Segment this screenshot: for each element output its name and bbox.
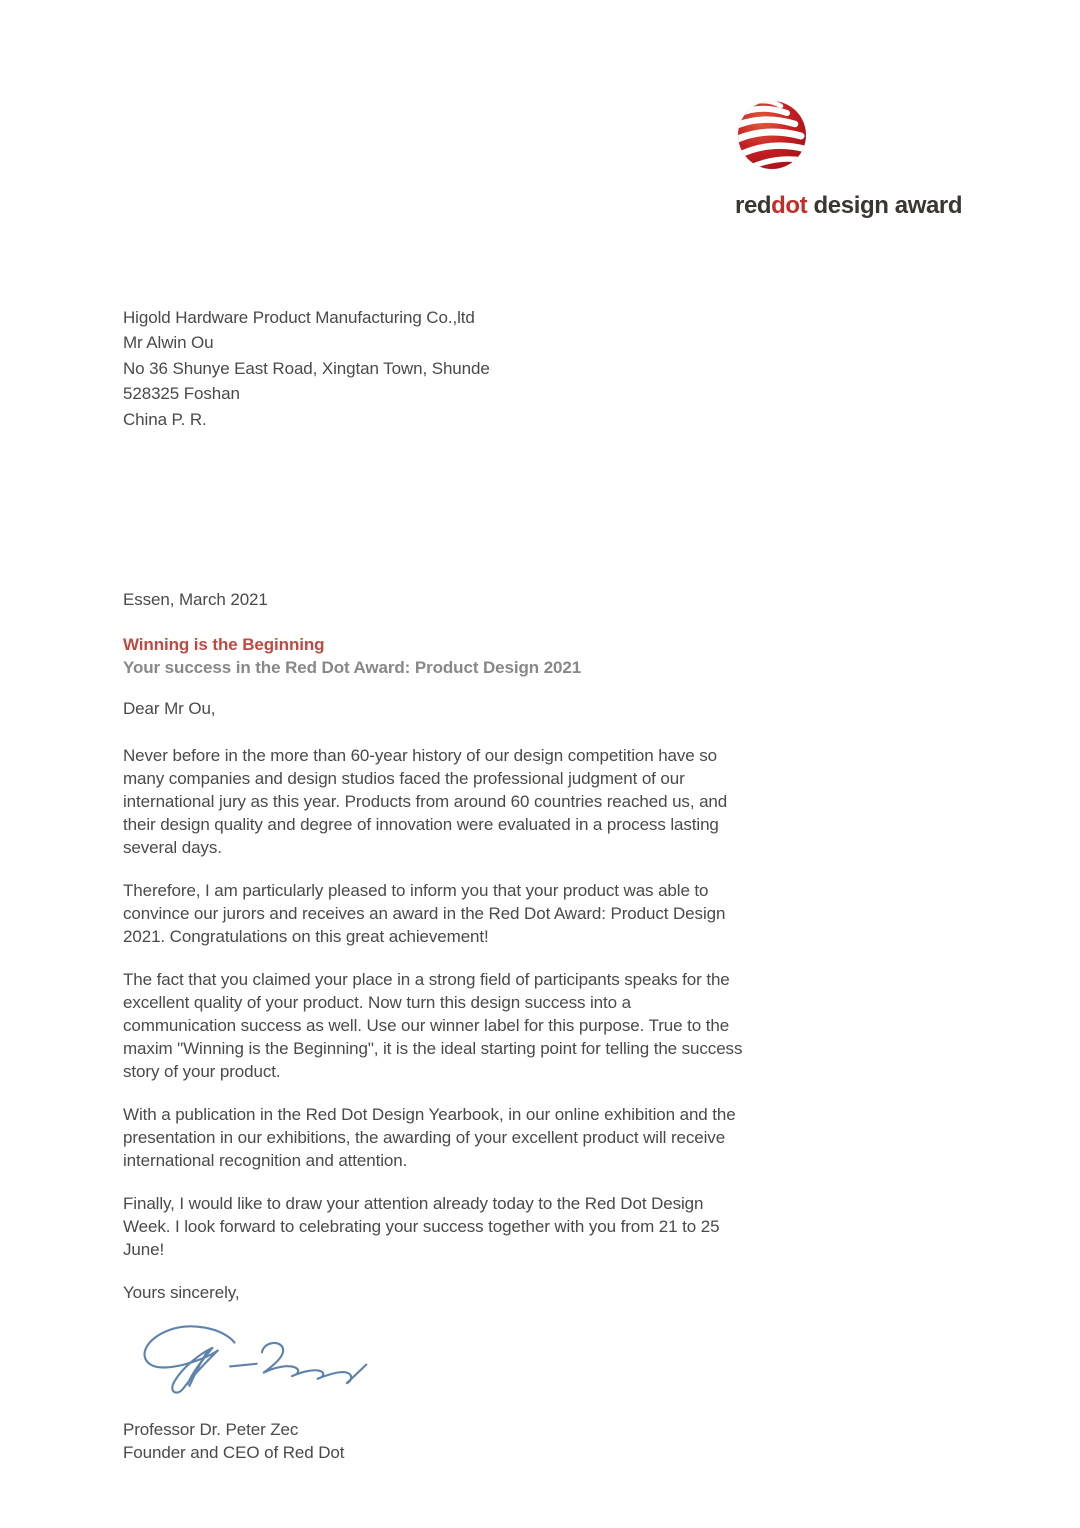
address-line-name: Mr Alwin Ou bbox=[123, 333, 214, 353]
paragraph-3: The fact that you claimed your place in a strong field of participants speaks for the excellent quality of your product. Now turn this design success into a communication success as well. Use our winner label for this purpose. True to the maxim "Winning is the Beginning", it is the ideal starting point for telling the success story of your product. bbox=[123, 970, 743, 1081]
recipient-address bbox=[123, 305, 490, 432]
signer-name: Professor Dr. Peter Zec bbox=[123, 1420, 299, 1439]
subject-subtitle: Your success in the Red Dot Award: Product Design 2021 bbox=[123, 658, 582, 677]
paragraph-1: Never before in the more than 60-year history of our design competition have so many companies and design studios faced the professional judgment of our international jury as this year. Products from around 60 countries reached us, and their design quality and degree of innovation were evaluated in a process lasting several days. bbox=[123, 746, 728, 857]
wordmark-design-award: design award bbox=[807, 192, 963, 219]
closing: Yours sincerely, bbox=[123, 1283, 240, 1302]
reddot-logo bbox=[735, 100, 965, 220]
address-line-company: Higold Hardware Product Manufacturing Co.,ltd bbox=[123, 308, 475, 327]
signature-wrap bbox=[123, 1316, 747, 1400]
address-line-country: China P. R. bbox=[123, 409, 207, 429]
signer-title: Founder and CEO of Red Dot bbox=[123, 1443, 345, 1462]
wordmark-dot: dot bbox=[771, 192, 808, 219]
paragraph-4: With a publication in the Red Dot Design Yearbook, in our online exhibition and the presentation in our exhibitions, the awarding of your excellent product will receive international recognition and attention. bbox=[123, 1105, 736, 1170]
reddot-wordmark bbox=[735, 192, 965, 220]
address-line-street: No 36 Shunye East Road, Xingtan Town, Shunde bbox=[123, 358, 490, 378]
subject-title: Winning is the Beginning bbox=[123, 635, 325, 654]
salutation: Dear Mr Ou, bbox=[123, 699, 216, 718]
dateline: Essen, March 2021 bbox=[123, 590, 268, 609]
reddot-ball-icon bbox=[737, 100, 807, 170]
paragraph-5: Finally, I would like to draw your attention already today to the Red Dot Design Week. I look forward to celebrating your success together with you from 21 to 25 June! bbox=[123, 1194, 720, 1259]
wordmark-red: red bbox=[735, 192, 772, 219]
letter-body bbox=[123, 588, 747, 1464]
paragraph-2: Therefore, I am particularly pleased to inform you that your product was able to convince our jurors and receives an award in the Red Dot Award: Product Design 2021. Congratulations on this great achievement! bbox=[123, 881, 726, 946]
address-line-city: 528325 Foshan bbox=[123, 384, 240, 404]
signature-image bbox=[123, 1316, 385, 1400]
